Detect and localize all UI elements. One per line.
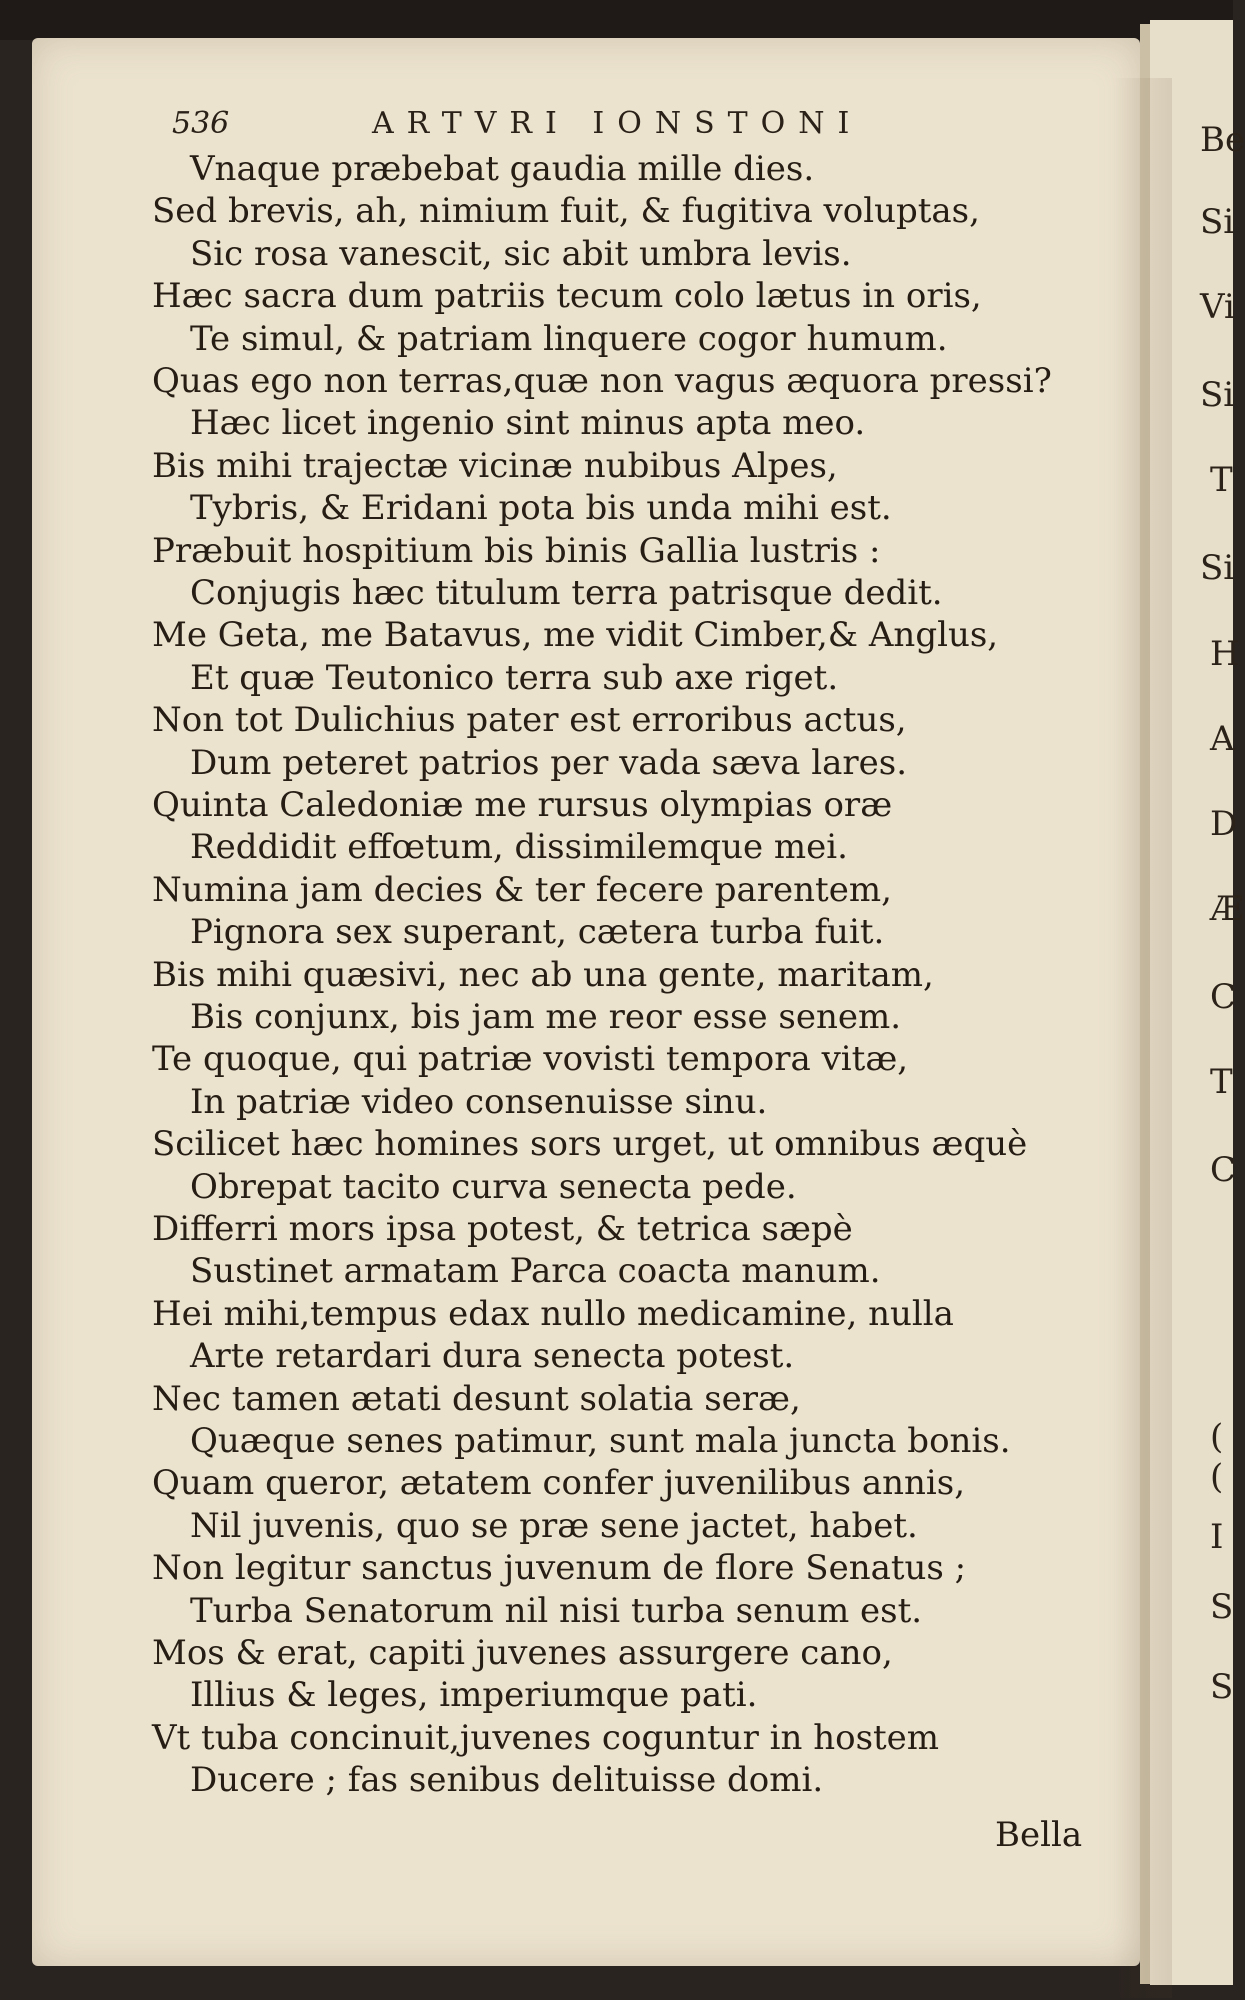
- verse-line: Quam queror, ætatem confer juvenilibus annis,: [152, 1463, 966, 1504]
- verse-line: Conjugis hæc titulum terra patrisque dedit.: [190, 573, 943, 613]
- verse-line: Quas ego non terras,quæ non vagus æquora pressi?: [152, 361, 1052, 401]
- catchword: Bella: [995, 1815, 1083, 1855]
- verse-line: Te quoque, qui patriæ vovisti tempora vitæ,: [152, 1039, 909, 1080]
- verse-line: Scilicet hæc homines sors urget, ut omnibus æquè: [152, 1124, 1028, 1165]
- verse-line: Pignora sex superant, cætera turba fuit.: [190, 912, 885, 953]
- verse-line: Mos & erat, capiti juvenes assurgere cano,: [152, 1633, 893, 1673]
- verse-line: Dum peteret patrios per vada sæva lares.: [190, 742, 908, 783]
- page-number: 536: [172, 106, 230, 141]
- facing-page-fragment: S: [1210, 1667, 1234, 1707]
- verse-line: Obrepat tacito curva senecta pede.: [190, 1166, 797, 1207]
- running-title: ARTVRI IONSTONI: [372, 106, 863, 141]
- facing-page-fragment: A: [1210, 719, 1235, 759]
- verse-line: Præbuit hospitium bis binis Gallia lustris :: [152, 530, 881, 571]
- verse-line: Nil juvenis, quo se præ sene jactet, habet.: [190, 1505, 918, 1546]
- verse-line: Vnaque præbebat gaudia mille dies.: [190, 149, 815, 189]
- facing-page-fragment: T: [1210, 1062, 1233, 1102]
- verse-line: Numina jam decies & ter fecere parentem,: [152, 869, 892, 910]
- verse-line: Bis mihi quæsivi, nec ab una gente, maritam,: [152, 954, 934, 995]
- verse-line: Nec tamen ætati desunt solatia seræ,: [152, 1378, 801, 1419]
- verse-line: Quinta Caledoniæ me rursus olympias oræ: [152, 785, 893, 825]
- facing-page-fragment: D: [1210, 804, 1238, 844]
- facing-page-fragment: I: [1210, 1517, 1224, 1557]
- binding-edge: [0, 0, 1233, 40]
- verse-line: Non legitur sanctus juvenum de flore Senatus ;: [152, 1548, 967, 1589]
- verse-line: Hei mihi,tempus edax nullo medicamine, nulla: [152, 1293, 954, 1334]
- verse-line: Tybris, & Eridani pota bis unda mihi est.: [190, 488, 892, 529]
- facing-page-fragment: C: [1210, 977, 1237, 1017]
- facing-page-fragment: Vi: [1200, 287, 1235, 327]
- verse-line: Illius & leges, imperiumque pati.: [190, 1675, 758, 1716]
- facing-page-fragment: T: [1210, 460, 1233, 500]
- facing-page-fragment: (: [1210, 1457, 1224, 1497]
- facing-page-fragment: H: [1210, 634, 1240, 674]
- verse-line: Reddidit effœtum, dissimilemque mei.: [190, 827, 848, 868]
- running-head: [32, 106, 1140, 146]
- verse-line: Sustinet armatam Parca coacta manum.: [190, 1251, 881, 1292]
- verse-line: In patriæ video consenuisse sinu.: [190, 1081, 768, 1122]
- verse-line: Bis conjunx, bis jam me reor esse senem.: [190, 997, 902, 1037]
- facing-page-fragment: Be: [1200, 120, 1245, 160]
- verse-line: Sed brevis, ah, nimium fuit, & fugitiva voluptas,: [152, 191, 980, 232]
- verse-line: Hæc sacra dum patriis tecum colo lætus in oris,: [152, 276, 982, 317]
- facing-page-fragment: Si: [1200, 375, 1235, 415]
- verse-line: Quæque senes patimur, sunt mala juncta bonis.: [190, 1421, 1011, 1461]
- facing-page-fragment: Si: [1200, 548, 1235, 588]
- verse-line: Hæc licet ingenio sint minus apta meo.: [190, 403, 866, 444]
- verse-line: Differri mors ipsa potest, & tetrica sæpè: [152, 1209, 853, 1249]
- verse-line: Arte retardari dura senecta potest.: [190, 1336, 795, 1377]
- verse-line: Et quæ Teutonico terra sub axe riget.: [190, 657, 839, 698]
- verse-line: Sic rosa vanescit, sic abit umbra levis.: [190, 233, 852, 274]
- facing-page-fragment: S: [1210, 1587, 1234, 1627]
- page-shade: [1112, 78, 1172, 1998]
- verse-line: Ducere ; fas senibus delituisse domi.: [190, 1760, 824, 1801]
- verse-line: Non tot Dulichius pater est erroribus actus,: [152, 700, 907, 741]
- verse-line: Me Geta, me Batavus, me vidit Cimber,& Anglus,: [152, 615, 999, 656]
- verse-line: Bis mihi trajectæ vicinæ nubibus Alpes,: [152, 445, 838, 486]
- facing-page-fragment: C: [1210, 1150, 1237, 1190]
- facing-page-fragment: (: [1210, 1417, 1224, 1457]
- facing-page-fragment: Si: [1200, 202, 1235, 242]
- verse-line: Te simul, & patriam linquere cogor humum.: [190, 318, 948, 359]
- facing-page-fragment: Æ: [1210, 889, 1245, 929]
- verse-line: Turba Senatorum nil nisi turba senum est.: [190, 1590, 923, 1631]
- verse-line: Vt tuba concinuit,juvenes coguntur in hostem: [152, 1717, 940, 1758]
- book-page: [32, 38, 1140, 1966]
